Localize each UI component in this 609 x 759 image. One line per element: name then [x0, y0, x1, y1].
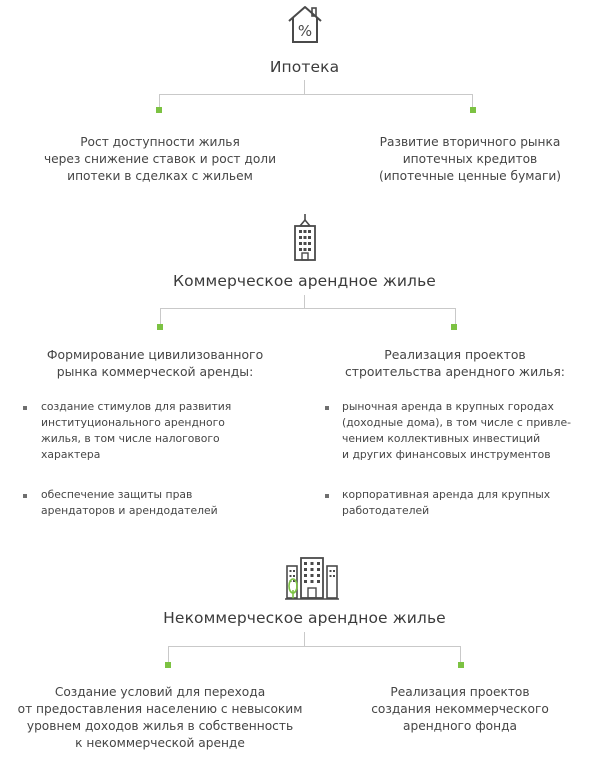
bullet-line: характера: [41, 448, 101, 461]
noncommercial-left-line: уровнем доходов жилья в собственность: [26, 719, 294, 733]
commercial-branch: [160, 308, 456, 325]
mortgage-right-line: (ипотечные ценные бумаги): [378, 169, 562, 183]
commercial-title: Коммерческое арендное жилье: [173, 272, 436, 290]
noncommercial-left-line: от предоставления населению с невысоким: [17, 702, 303, 716]
mortgage-left-dot: [156, 107, 162, 113]
noncommercial-right-line: Реализация проектов: [390, 685, 530, 699]
tower-building-icon: [290, 212, 320, 262]
commercial-right-bullet: [342, 487, 550, 519]
mortgage-left-line: через снижение ставок и рост доли: [43, 152, 276, 166]
mortgage-title: Ипотека: [269, 58, 340, 76]
bullet-marker: [23, 406, 27, 410]
commercial-left-heading-line: рынка коммерческой аренды:: [56, 364, 254, 379]
mortgage-right-text: [330, 134, 609, 185]
bullet-line: институционального арендного: [41, 416, 225, 429]
noncommercial-right-line: создания некоммерческого: [371, 702, 549, 716]
noncommercial-stem: [304, 632, 305, 646]
mortgage-right-dot: [470, 107, 476, 113]
mortgage-left-text: [20, 134, 300, 185]
noncommercial-title: Некоммерческое арендное жилье: [163, 609, 446, 627]
bullet-line: обеспечение защиты прав: [41, 488, 193, 501]
commercial-left-heading: [10, 346, 300, 380]
mortgage-right-line: Развитие вторичного рынка: [379, 135, 561, 149]
bullet-line: (доходные дома), в том числе с привле-: [342, 416, 571, 429]
bullet-line: жилья, в том числе налогового: [41, 432, 220, 445]
bullet-line: и других финансовых инструментов: [342, 448, 551, 461]
mortgage-branch: [159, 94, 473, 108]
mortgage-left-line: Рост доступности жилья: [80, 135, 240, 149]
noncommercial-branch: [168, 646, 461, 663]
noncommercial-right-text: [330, 684, 590, 735]
commercial-left-bullet: [41, 487, 218, 519]
house-percent-icon: [285, 2, 325, 46]
mortgage-left-line: ипотеки в сделках с жильем: [67, 169, 253, 183]
bullet-marker: [325, 494, 329, 498]
noncommercial-left-line: Создание условий для перехода: [54, 685, 266, 699]
noncommercial-right-line: арендного фонда: [403, 719, 517, 733]
commercial-stem: [304, 295, 305, 308]
buildings-tree-icon: [285, 556, 339, 600]
bullet-line: корпоративная аренда для крупных: [342, 488, 551, 501]
bullet-line: арендаторов и арендодателей: [41, 504, 218, 517]
bullet-line: рыночная аренда в крупных городах: [342, 400, 554, 413]
noncommercial-left-dot: [165, 662, 171, 668]
commercial-right-dot: [451, 324, 457, 330]
commercial-right-heading-line: строительства арендного жилья:: [345, 364, 565, 379]
mortgage-right-line: ипотечных кредитов: [402, 152, 538, 166]
mortgage-stem: [304, 80, 305, 94]
bullet-marker: [325, 406, 329, 410]
bullet-line: создание стимулов для развития: [41, 400, 232, 413]
commercial-right-heading-line: Реализация проектов: [384, 347, 526, 362]
commercial-left-heading-line: Формирование цивилизованного: [46, 347, 264, 362]
bullet-line: чением коллективных инвестиций: [342, 432, 541, 445]
noncommercial-left-line: к некоммерческой аренде: [75, 736, 245, 750]
noncommercial-right-dot: [458, 662, 464, 668]
commercial-right-bullet: [342, 399, 571, 463]
noncommercial-left-text: [10, 684, 310, 752]
commercial-left-dot: [157, 324, 163, 330]
svg-text:%: %: [297, 22, 313, 40]
commercial-right-heading: [310, 346, 600, 380]
commercial-left-bullet: [41, 399, 231, 463]
bullet-line: работодателей: [342, 504, 430, 517]
bullet-marker: [23, 494, 27, 498]
